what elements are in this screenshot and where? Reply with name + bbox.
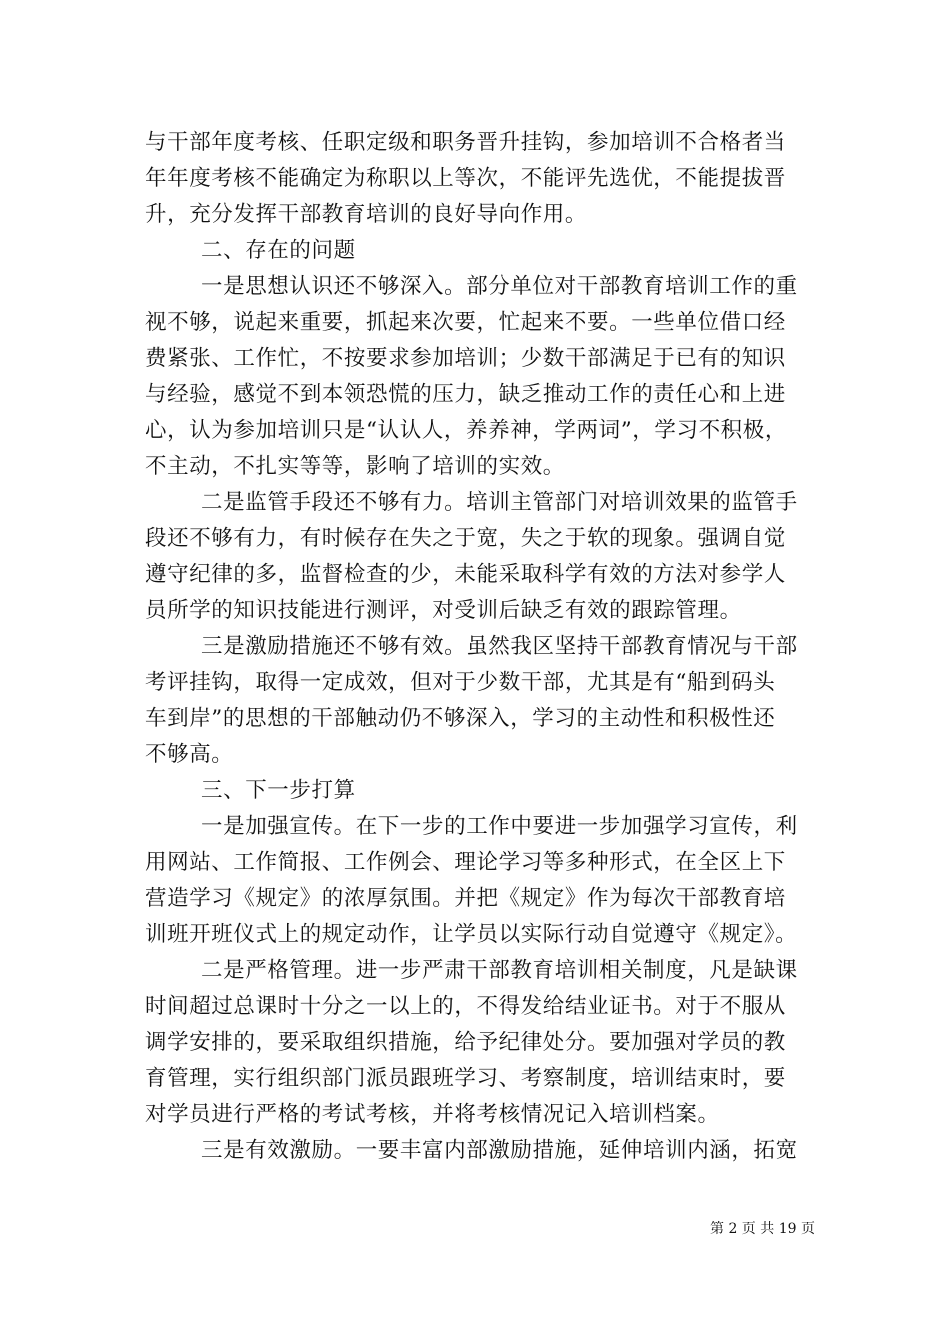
text-line: 用网站、工作简报、工作例会、理论学习等多种形式，在全区上下 — [145, 850, 786, 875]
text-line: 时间超过总课时十分之一以上的，不得发给结业证书。对于不服从 — [145, 994, 786, 1019]
text-line: 升，充分发挥干部教育培训的良好导向作用。 — [145, 202, 588, 227]
text-line: 二是严格管理。进一步严肃干部教育培训相关制度，凡是缺课 — [201, 958, 798, 983]
page-number-footer: 第 2 页 共 19 页 — [710, 1221, 815, 1237]
text-line: 对学员进行严格的考试考核，并将考核情况记入培训档案。 — [145, 1102, 720, 1127]
text-line: 调学安排的，要采取组织措施，给予纪律处分。要加强对学员的教 — [145, 1030, 786, 1055]
text-line: 员所学的知识技能进行测评，对受训后缺乏有效的跟踪管理。 — [145, 598, 742, 623]
text-line: 与经验，感觉不到本领恐慌的压力，缺乏推动工作的责任心和上进 — [145, 382, 786, 407]
text-line: 训班开班仪式上的规定动作，让学员以实际行动自觉遵守《规定》。 — [145, 922, 798, 947]
text-line: 不够高。 — [145, 742, 234, 767]
text-line: 车到岸”的思想的干部触动仍不够深入，学习的主动性和积极性还 — [145, 706, 776, 731]
text-line: 遵守纪律的多，监督检查的少，未能采取科学有效的方法对参学人 — [145, 562, 786, 587]
text-line: 一是思想认识还不够深入。部分单位对干部教育培训工作的重 — [201, 274, 798, 299]
text-line: 不主动，不扎实等等，影响了培训的实效。 — [145, 454, 565, 479]
text-line: 段还不够有力，有时候存在失之于宽，失之于软的现象。强调自觉 — [145, 526, 786, 551]
text-line: 心，认为参加培训只是“认认人，养养神，学两词”，学习不积极， — [145, 418, 787, 443]
text-line: 年年度考核不能确定为称职以上等次，不能评先选优，不能提拔晋 — [145, 166, 786, 191]
text-line: 一是加强宣传。在下一步的工作中要进一步加强学习宣传，利 — [201, 814, 798, 839]
text-line: 二是监管手段还不够有力。培训主管部门对培训效果的监管手 — [201, 490, 798, 515]
text-line: 育管理，实行组织部门派员跟班学习、考察制度，培训结束时，要 — [145, 1066, 786, 1091]
section-heading: 二、存在的问题 — [201, 238, 356, 263]
text-line: 视不够，说起来重要，抓起来次要，忙起来不要。一些单位借口经 — [145, 310, 786, 335]
text-line: 三是激励措施还不够有效。虽然我区坚持干部教育情况与干部 — [201, 634, 798, 659]
text-line: 费紧张、工作忙，不按要求参加培训；少数干部满足于已有的知识 — [145, 346, 786, 371]
text-line: 与干部年度考核、任职定级和职务晋升挂钩，参加培训不合格者当 — [145, 130, 786, 155]
text-line: 营造学习《规定》的浓厚氛围。并把《规定》作为每次干部教育培 — [145, 886, 786, 911]
section-heading: 三、下一步打算 — [201, 778, 356, 803]
text-line: 考评挂钩，取得一定成效，但对于少数干部，尤其是有“船到码头 — [145, 670, 776, 695]
text-line: 三是有效激励。一要丰富内部激励措施，延伸培训内涵，拓宽 — [201, 1138, 798, 1163]
